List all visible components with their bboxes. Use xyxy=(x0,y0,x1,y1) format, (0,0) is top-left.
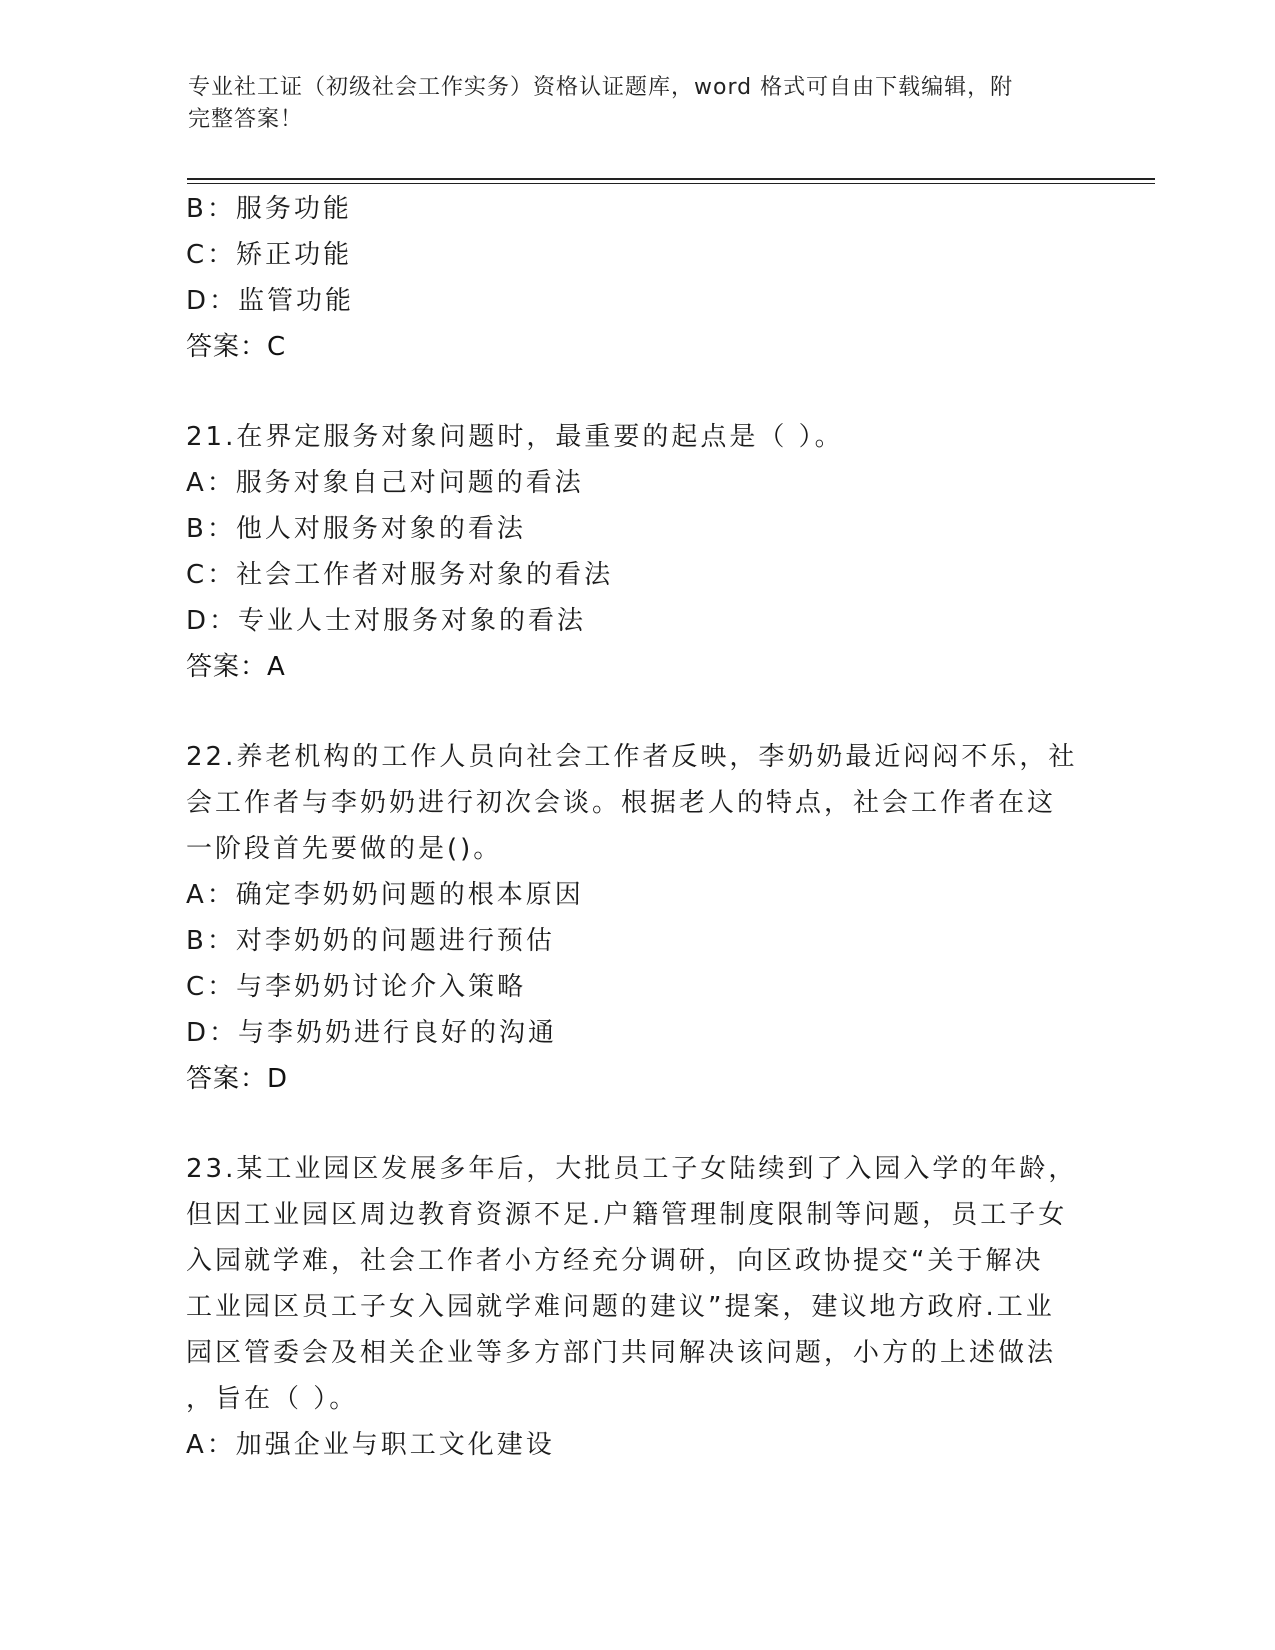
option-c: C：矫正功能 xyxy=(186,240,353,270)
spacer xyxy=(186,690,1086,734)
header-divider-thin xyxy=(187,183,1155,184)
question-23 xyxy=(186,1146,1086,1468)
question-stem-line: 入园就学难，社会工作者小方经充分调研，向区政协提交“关于解决 xyxy=(186,1246,1044,1276)
question-22 xyxy=(186,734,1086,1102)
question-stem-line: 但因工业园区周边教育资源不足.户籍管理制度限制等问题，员工子女 xyxy=(186,1200,1068,1230)
question-stem-line: 一阶段首先要做的是()。 xyxy=(186,834,503,864)
answer-line: 答案：D xyxy=(186,1064,289,1094)
option-b: B：对李奶奶的问题进行预估 xyxy=(186,926,555,956)
option-a: A：加强企业与职工文化建设 xyxy=(186,1430,555,1460)
page-header xyxy=(188,72,1068,136)
answer-line: 答案：C xyxy=(186,332,287,362)
option-a: A：服务对象自己对问题的看法 xyxy=(186,468,584,498)
option-d: D：监管功能 xyxy=(186,286,355,316)
question-stem-line: 会工作者与李奶奶进行初次会谈。根据老人的特点，社会工作者在这 xyxy=(186,788,1057,818)
question-stem-line: ，旨在（ ）。 xyxy=(186,1384,359,1414)
option-d: D：与李奶奶进行良好的沟通 xyxy=(186,1018,558,1048)
question-content xyxy=(186,186,1086,1468)
question-stem: 21.在界定服务对象问题时，最重要的起点是（ ）。 xyxy=(186,422,844,452)
option-d: D：专业人士对服务对象的看法 xyxy=(186,606,587,636)
option-c: C：社会工作者对服务对象的看法 xyxy=(186,560,614,590)
option-a: A：确定李奶奶问题的根本原因 xyxy=(186,880,584,910)
answer-line: 答案：A xyxy=(186,652,286,682)
question-stem-line: 工业园区员工子女入园就学难问题的建议”提案，建议地方政府.工业 xyxy=(186,1292,1055,1322)
option-b: B：服务功能 xyxy=(186,194,352,224)
question-stem-line: 园区管委会及相关企业等多方部门共同解决该问题，小方的上述做法 xyxy=(186,1338,1057,1368)
header-line-2: 完整答案！ xyxy=(188,107,304,132)
option-c: C：与李奶奶讨论介入策略 xyxy=(186,972,527,1002)
question-stem-line: 23.某工业园区发展多年后，大批员工子女陆续到了入园入学的年龄， xyxy=(186,1154,1078,1184)
question-20-tail xyxy=(186,186,1086,370)
spacer xyxy=(186,370,1086,414)
header-line-1: 专业社工证（初级社会工作实务）资格认证题库，word 格式可自由下载编辑，附 xyxy=(188,75,1014,100)
question-stem-line: 22.养老机构的工作人员向社会工作者反映，李奶奶最近闷闷不乐，社 xyxy=(186,742,1078,772)
spacer xyxy=(186,1102,1086,1146)
question-21 xyxy=(186,414,1086,690)
option-b: B：他人对服务对象的看法 xyxy=(186,514,526,544)
header-divider-thick xyxy=(187,178,1155,180)
